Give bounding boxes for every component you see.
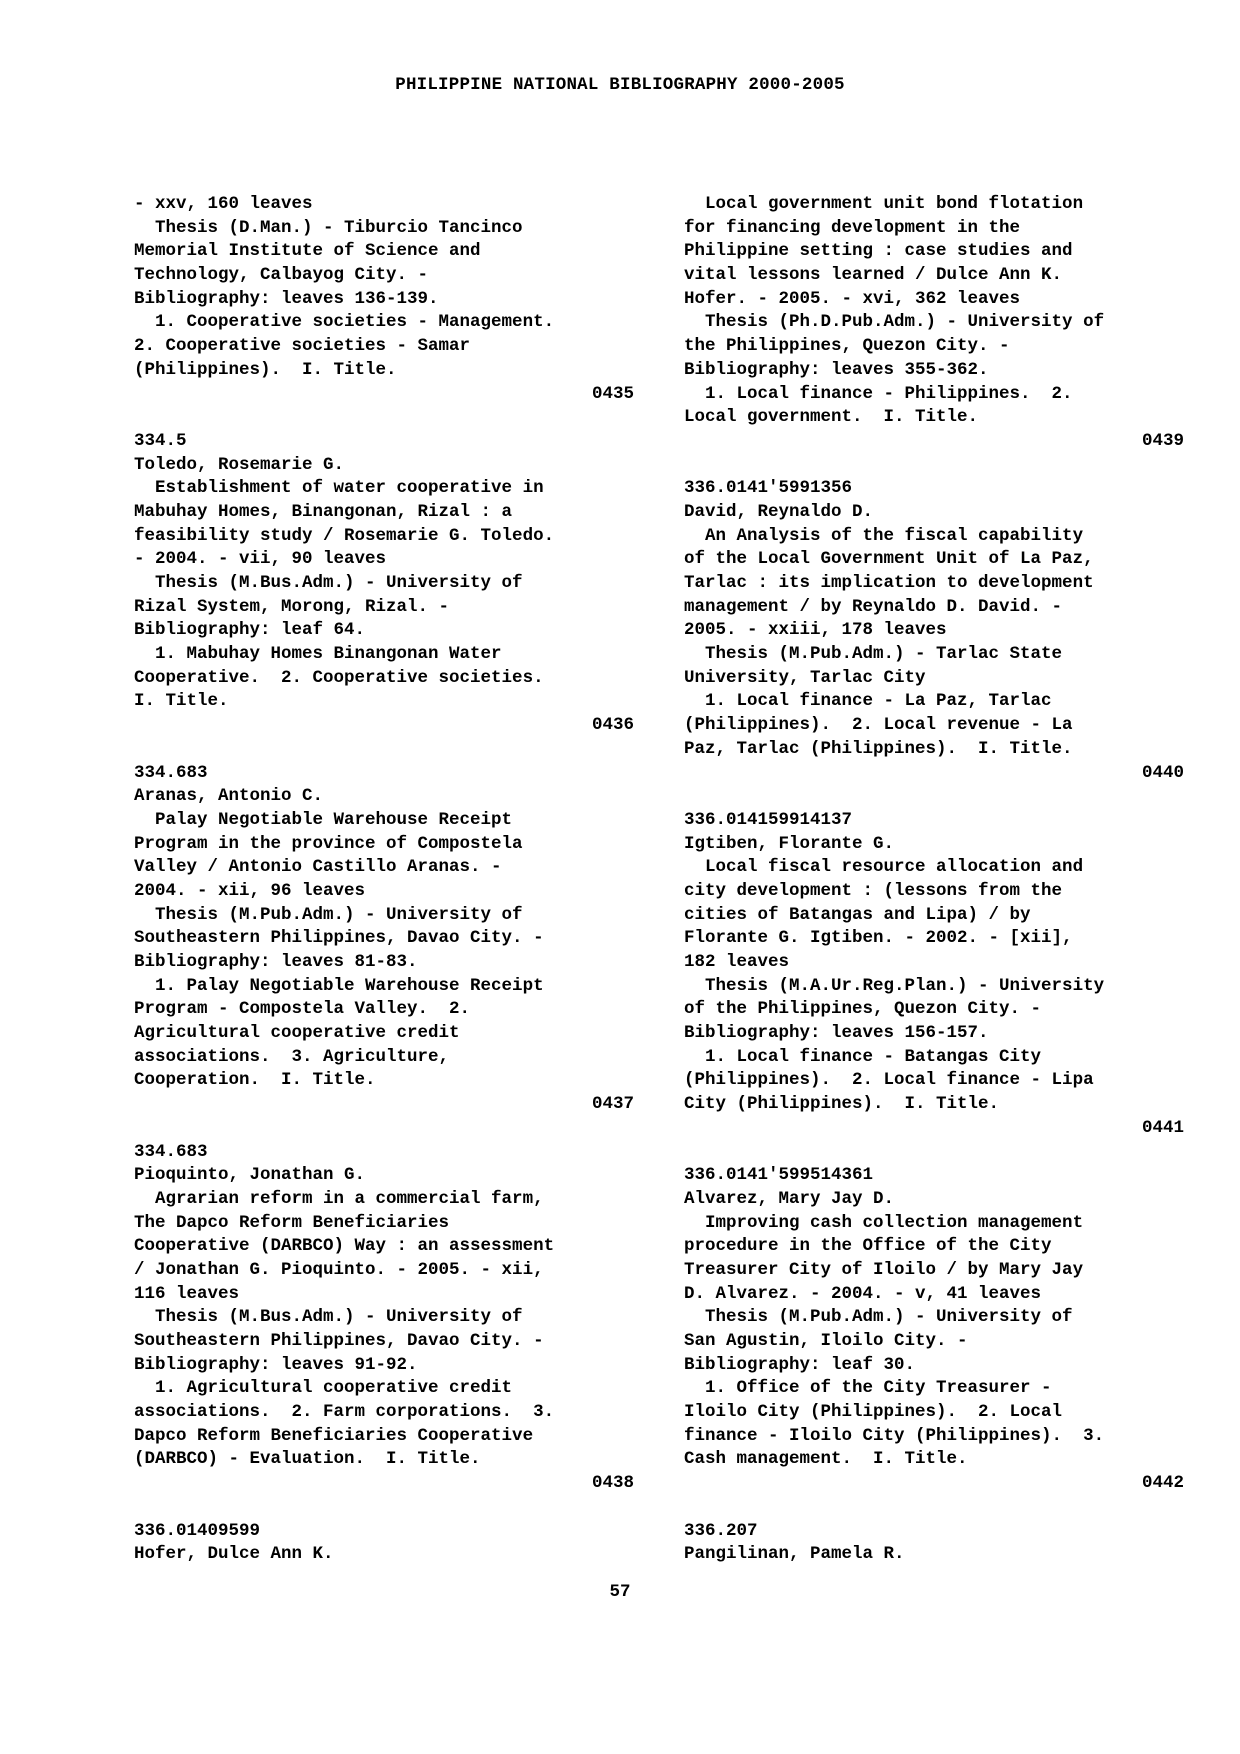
- entry-line: (Philippines). I. Title.: [134, 359, 397, 380]
- entry-line: Thesis (M.Pub.Adm.) - University of: [134, 904, 523, 925]
- bibliographic-entry: [684, 1520, 1184, 1567]
- entry-line: 334.5: [134, 430, 187, 451]
- entry-line: management / by Reynaldo D. David. -: [684, 596, 1063, 617]
- entry-line: finance - Iloilo City (Philippines). 3.: [684, 1425, 1105, 1446]
- entry-line: - 2004. - vii, 90 leaves: [134, 549, 387, 570]
- entry-spacer: [134, 738, 634, 762]
- entry-line: Bibliography: leaves 81-83.: [134, 952, 418, 972]
- entry-line: Aranas, Antonio C.: [134, 786, 324, 807]
- entry-line: 2004. - xii, 96 leaves: [134, 880, 366, 901]
- entry-line: Iloilo City (Philippines). 2. Local: [684, 1402, 1063, 1423]
- running-head: PHILIPPINE NATIONAL BIBLIOGRAPHY 2000-2005: [395, 75, 845, 95]
- entry-line: Cooperative. 2. Cooperative societies.: [134, 667, 544, 688]
- entry-number: 0440: [1141, 762, 1184, 783]
- page-number: 57: [609, 1582, 631, 1602]
- entry-line: (Philippines). 2. Local revenue - La: [684, 715, 1073, 736]
- entry-line: Southeastern Philippines, Davao City. -: [134, 1331, 544, 1351]
- entry-line: city development : (lessons from the: [684, 880, 1063, 901]
- entry-spacer: [134, 1496, 634, 1520]
- entry-line: San Agustin, Iloilo City. -: [684, 1331, 968, 1351]
- entry-number: 0441: [1141, 1117, 1184, 1138]
- entry-line: Thesis (M.A.Ur.Reg.Plan.) - University: [684, 975, 1105, 996]
- entry-line: 1. Cooperative societies - Management.: [134, 312, 555, 333]
- entry-line: Program - Compostela Valley. 2.: [134, 999, 471, 1020]
- entry-line: / Jonathan G. Pioquinto. - 2005. - xii,: [134, 1259, 544, 1280]
- entry-line: associations. 3. Agriculture,: [134, 1046, 450, 1067]
- entry-spacer: [134, 406, 634, 430]
- entry-number: 0436: [591, 715, 634, 736]
- entry-line: Thesis (M.Bus.Adm.) - University of: [134, 573, 523, 593]
- left-column: [134, 193, 634, 1567]
- entry-line: Program in the province of Compostela: [134, 833, 523, 854]
- bibliographic-entry: [134, 762, 634, 1141]
- entry-line: Alvarez, Mary Jay D.: [684, 1188, 895, 1209]
- entry-line: Rizal System, Morong, Rizal. -: [134, 596, 450, 617]
- entry-line: vital lessons learned / Dulce Ann K.: [684, 265, 1063, 286]
- entry-number: 0435: [591, 383, 634, 404]
- entry-line: cities of Batangas and Lipa) / by: [684, 904, 1031, 925]
- entry-spacer: [684, 1141, 1184, 1165]
- entry-line: City (Philippines). I. Title.: [684, 1094, 1000, 1115]
- right-column: [684, 193, 1184, 1567]
- entry-number: 0437: [591, 1094, 634, 1115]
- bibliographic-entry: [134, 430, 634, 762]
- entry-line: Dapco Reform Beneficiaries Cooperative: [134, 1425, 534, 1446]
- entry-line: 334.683: [134, 1141, 208, 1162]
- entry-line: Mabuhay Homes, Binangonan, Rizal : a: [134, 501, 513, 522]
- entry-line: Florante G. Igtiben. - 2002. - [xii],: [684, 928, 1073, 949]
- entry-line: for financing development in the: [684, 217, 1021, 238]
- bibliographic-entry: [684, 477, 1184, 809]
- entry-line: Bibliography: leaves 91-92.: [134, 1354, 418, 1375]
- entry-line: Thesis (M.Pub.Adm.) - University of: [684, 1307, 1073, 1328]
- entry-number: 0442: [1141, 1473, 1184, 1494]
- entry-line: Bibliography: leaves 136-139.: [134, 288, 439, 309]
- entry-spacer: [684, 1496, 1184, 1520]
- entry-line: Toledo, Rosemarie G.: [134, 454, 345, 475]
- entry-spacer: [684, 785, 1184, 809]
- entry-spacer: [684, 454, 1184, 478]
- entry-line: Palay Negotiable Warehouse Receipt: [134, 809, 513, 830]
- entry-line: the Philippines, Quezon City. -: [684, 336, 1010, 357]
- entry-line: Pioquinto, Jonathan G.: [134, 1165, 366, 1186]
- entry-line: D. Alvarez. - 2004. - v, 41 leaves: [684, 1283, 1042, 1304]
- entry-number: 0439: [1141, 430, 1184, 451]
- entry-line: Memorial Institute of Science and: [134, 241, 481, 262]
- entry-line: Cooperation. I. Title.: [134, 1070, 376, 1091]
- entry-line: 182 leaves: [684, 952, 790, 972]
- entry-line: 116 leaves: [134, 1283, 240, 1304]
- entry-line: 1. Local finance - Philippines. 2.: [684, 383, 1073, 404]
- entry-line: Hofer. - 2005. - xvi, 362 leaves: [684, 288, 1021, 309]
- entry-line: Igtiben, Florante G.: [684, 833, 895, 854]
- entry-line: Establishment of water cooperative in: [134, 478, 544, 499]
- entry-line: 334.683: [134, 762, 208, 783]
- entry-line: An Analysis of the fiscal capability: [684, 525, 1084, 546]
- entry-line: 336.014159914137: [684, 809, 853, 830]
- entry-line: David, Reynaldo D.: [684, 501, 874, 522]
- entry-line: 1. Office of the City Treasurer -: [684, 1378, 1052, 1399]
- entry-line: Bibliography: leaf 64.: [134, 620, 366, 641]
- entry-line: Cash management. I. Title.: [684, 1449, 968, 1470]
- entry-line: 1. Local finance - Batangas City: [684, 1046, 1042, 1067]
- bibliographic-entry: [134, 1520, 634, 1567]
- entry-line: Bibliography: leaves 355-362.: [684, 359, 989, 380]
- entry-line: associations. 2. Farm corporations. 3.: [134, 1402, 555, 1423]
- entry-line: Treasurer City of Iloilo / by Mary Jay: [684, 1259, 1084, 1280]
- entry-line: 336.207: [684, 1520, 758, 1541]
- entry-line: Local government unit bond flotation: [684, 194, 1084, 214]
- entry-line: Southeastern Philippines, Davao City. -: [134, 928, 544, 949]
- entry-line: Thesis (D.Man.) - Tiburcio Tancinco: [134, 217, 523, 238]
- entry-line: of the Philippines, Quezon City. -: [684, 999, 1042, 1020]
- bibliographic-entry: [684, 1164, 1184, 1519]
- entry-line: 336.0141'599514361: [684, 1165, 874, 1186]
- entry-line: Cooperative (DARBCO) Way : an assessment: [134, 1236, 555, 1257]
- entry-line: 1. Palay Negotiable Warehouse Receipt: [134, 975, 544, 996]
- entry-line: Philippine setting : case studies and: [684, 241, 1073, 262]
- entry-line: Thesis (M.Pub.Adm.) - Tarlac State: [684, 644, 1063, 665]
- entry-line: 336.0141'5991356: [684, 478, 853, 499]
- entry-line: 1. Agricultural cooperative credit: [134, 1378, 513, 1399]
- entry-line: 2005. - xxiii, 178 leaves: [684, 620, 947, 641]
- entry-line: Paz, Tarlac (Philippines). I. Title.: [684, 738, 1073, 759]
- bibliographic-entry: [134, 1141, 634, 1520]
- entry-line: (Philippines). 2. Local finance - Lipa: [684, 1070, 1094, 1091]
- entry-line: Improving cash collection management: [684, 1212, 1084, 1233]
- entry-line: feasibility study / Rosemarie G. Toledo.: [134, 525, 555, 546]
- entry-number: 0438: [591, 1473, 634, 1494]
- entry-line: Agrarian reform in a commercial farm,: [134, 1188, 544, 1209]
- entry-line: Local fiscal resource allocation and: [684, 857, 1084, 878]
- entry-line: 2. Cooperative societies - Samar: [134, 336, 471, 357]
- entry-line: procedure in the Office of the City: [684, 1236, 1052, 1257]
- entry-line: The Dapco Reform Beneficiaries: [134, 1212, 450, 1233]
- entry-line: Pangilinan, Pamela R.: [684, 1544, 905, 1565]
- entry-line: Technology, Calbayog City. -: [134, 265, 429, 286]
- entry-line: 1. Local finance - La Paz, Tarlac: [684, 691, 1052, 712]
- bibliographic-entry: [684, 193, 1184, 477]
- bibliographic-entry: [134, 193, 634, 430]
- entry-line: University, Tarlac City: [684, 667, 926, 688]
- entry-line: 1. Mabuhay Homes Binangonan Water: [134, 644, 502, 665]
- entry-line: I. Title.: [134, 691, 229, 712]
- entry-line: Thesis (Ph.D.Pub.Adm.) - University of: [684, 312, 1105, 333]
- entry-line: (DARBCO) - Evaluation. I. Title.: [134, 1449, 481, 1470]
- entry-line: of the Local Government Unit of La Paz,: [684, 549, 1094, 570]
- entry-spacer: [134, 1117, 634, 1141]
- entry-line: Bibliography: leaves 156-157.: [684, 1023, 989, 1044]
- entry-line: Local government. I. Title.: [684, 407, 979, 428]
- entry-line: - xxv, 160 leaves: [134, 194, 313, 214]
- entry-line: Hofer, Dulce Ann K.: [134, 1544, 334, 1565]
- entry-line: Bibliography: leaf 30.: [684, 1354, 916, 1375]
- entry-line: Valley / Antonio Castillo Aranas. -: [134, 857, 502, 878]
- bibliographic-entry: [684, 809, 1184, 1164]
- entry-line: Thesis (M.Bus.Adm.) - University of: [134, 1307, 523, 1328]
- entry-line: Tarlac : its implication to development: [684, 573, 1094, 593]
- entry-line: Agricultural cooperative credit: [134, 1023, 460, 1044]
- entry-line: 336.01409599: [134, 1520, 261, 1541]
